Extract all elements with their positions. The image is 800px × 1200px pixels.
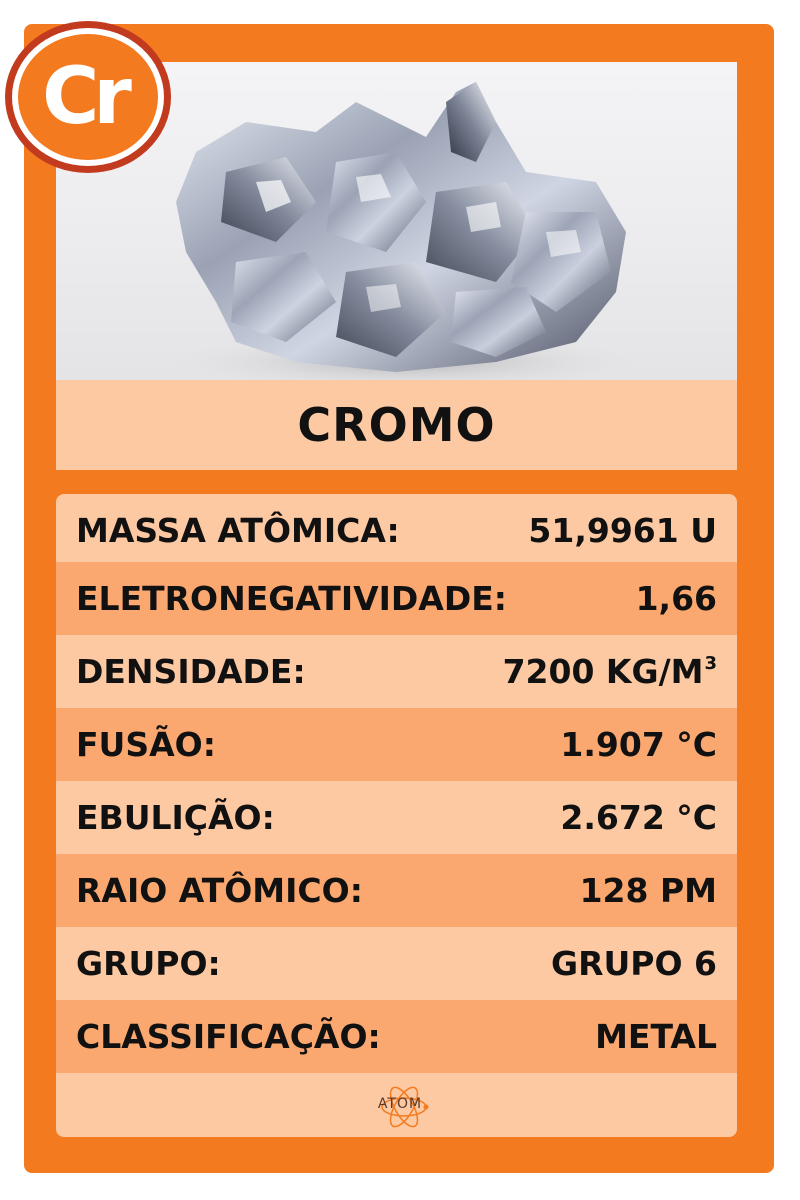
element-name-band [56,380,737,470]
property-row-melting-point [56,708,737,781]
property-value: 1.907 °C [560,725,717,764]
property-label: EBULIÇÃO: [76,798,275,837]
property-row-density [56,635,737,708]
property-value: 51,9961 U [528,511,717,550]
property-row-classification [56,1000,737,1073]
property-row-boiling-point [56,781,737,854]
property-row-group [56,927,737,1000]
property-label: FUSÃO: [76,725,216,764]
property-value [503,652,717,691]
element-name: CROMO [297,398,496,452]
density-exponent: 3 [704,653,717,674]
property-value: GRUPO 6 [551,944,717,983]
property-label: RAIO ATÔMICO: [76,871,363,910]
atom-logo [360,1078,440,1136]
property-row-atomic-radius [56,854,737,927]
property-row-electronegativity [56,562,737,635]
density-value: 7200 KG/M [502,652,704,691]
element-symbol-badge [3,19,173,175]
properties-table [56,494,737,1137]
element-symbol: Cr [42,52,126,142]
property-value: METAL [595,1017,717,1056]
logo-text: ATOM [377,1096,423,1112]
property-value: 128 PM [579,871,717,910]
property-label: CLASSIFICAÇÃO: [76,1017,381,1056]
property-label: ELETRONEGATIVIDADE: [76,579,507,618]
property-label: DENSIDADE: [76,652,306,691]
property-value: 2.672 °C [560,798,717,837]
property-value: 1,66 [635,579,717,618]
property-label: MASSA ATÔMICA: [76,511,400,550]
property-row-atomic-mass [56,494,737,567]
property-label: GRUPO: [76,944,221,983]
